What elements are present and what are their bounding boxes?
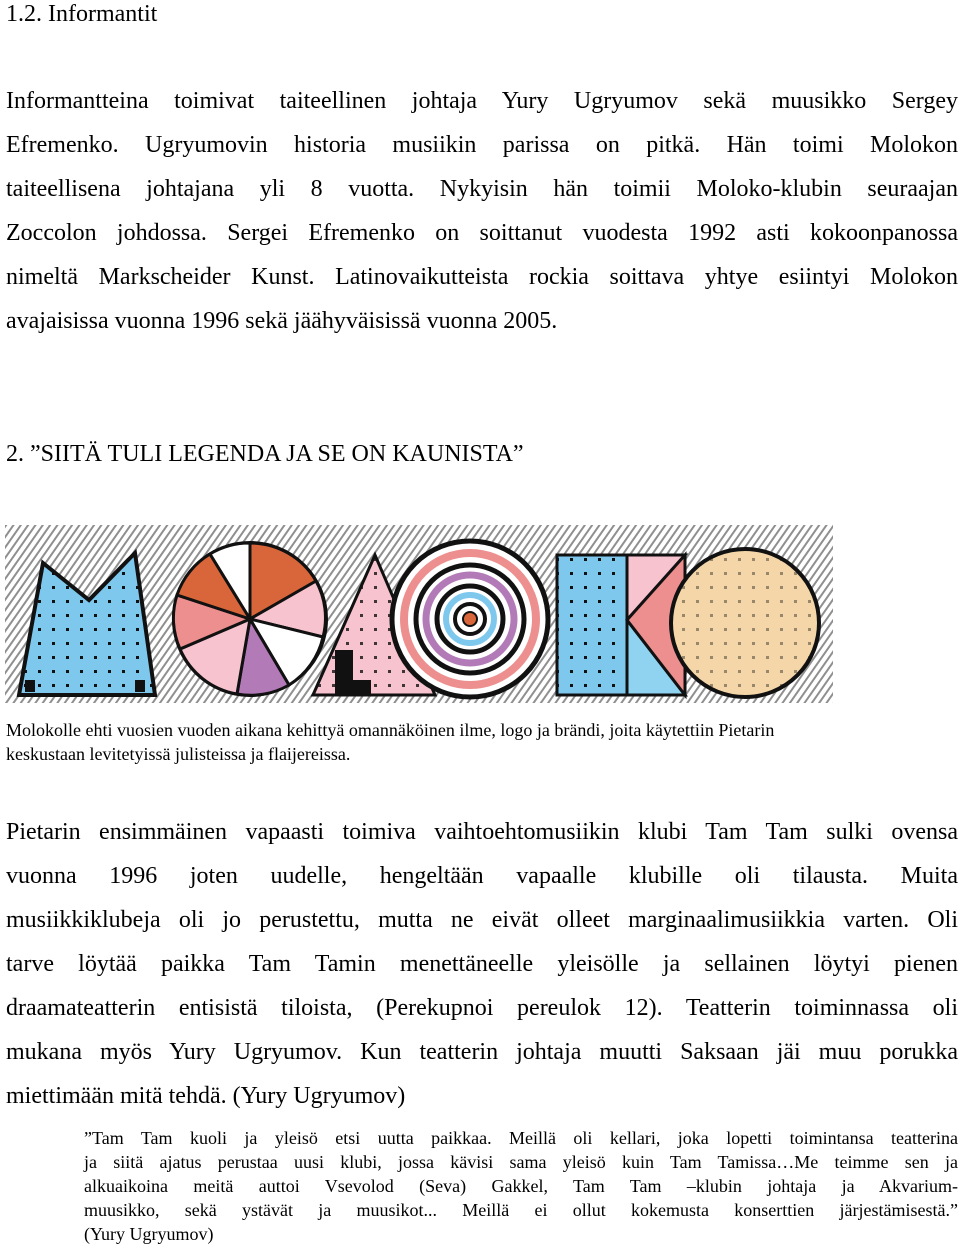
logo-letter-k <box>557 555 685 695</box>
paragraph-line: miettimään mitä tehdä. (Yury Ugryumov) <box>6 1083 406 1109</box>
paragraph-line: taiteellisena johtajana yli 8 vuotta. Nykyisin hän toimii Moloko-klubin seuraajan <box>6 176 958 202</box>
paragraph-line: avajaisissa vuonna 1996 sekä jäähyväisissä vuonna 2005. <box>6 308 558 334</box>
quote-line: ja siitä ajatus perustaa uusi klubi, jossa kävisi sama yleisö kuin Tam Tamissa…Me teimme sen ja <box>84 1152 958 1172</box>
paragraph-line: Informantteina toimivat taiteellinen johtaja Yury Ugryumov sekä muusikko Sergey <box>6 88 958 114</box>
section-heading-informantit: 1.2. Informantit <box>6 1 158 27</box>
paragraph-line: musiikkiklubeja oli jo perustettu, mutta ne eivät olleet marginaalimusiikkia varten. Oli <box>6 907 958 933</box>
quote-line: alkuaikoina meitä auttoi Vsevolod (Seva) Gakkel, Tam Tam –klubin johtaja ja Akvarium- <box>84 1176 958 1196</box>
paragraph-line: vuonna 1996 joten uudelle, hengeltään vapaalle klubille oli tilausta. Muita <box>6 863 958 889</box>
section-heading-legenda: 2. ”SIITÄ TULI LEGENDA JA SE ON KAUNISTA” <box>6 441 524 467</box>
quote-line: ”Tam Tam kuoli ja yleisö etsi uutta paikkaa. Meillä oli kellari, joka lopetti toimintansa teatterina <box>84 1128 958 1148</box>
paragraph-line: Efremenko. Ugryumovin historia musiikin parissa on pitkä. Hän toimi Molokon <box>6 132 958 158</box>
paragraph-line: draamateatterin entisistä tiloista, (Perekupnoi pereulok 12). Teatterin toiminnassa oli <box>6 995 958 1021</box>
logo-letter-o-plain <box>671 549 819 697</box>
informantit-paragraph <box>6 79 958 343</box>
quote-line: (Yury Ugryumov) <box>84 1224 214 1244</box>
body-paragraph <box>6 810 958 1118</box>
paragraph-line: tarve löytää paikka Tam Tamin menettäneelle yleisölle ja sellainen löytyi pienen <box>6 951 958 977</box>
paragraph-line: mukana myös Yury Ugryumov. Kun teatterin johtaja muutti Saksaan jäi muu porukka <box>6 1039 958 1065</box>
block-quote <box>84 1126 958 1246</box>
paragraph-line: nimeltä Markscheider Kunst. Latinovaikutteista rockia soittava yhtye esiintyi Molokon <box>6 264 958 290</box>
figure-caption <box>6 718 958 766</box>
logo-letter-o-target <box>392 541 548 697</box>
logo-letter-o-pie <box>173 543 326 695</box>
paragraph-line: Zoccolon johdossa. Sergei Efremenko on soittanut vuodesta 1992 asti kokoonpanossa <box>6 220 958 246</box>
caption-line: Molokolle ehti vuosien vuoden aikana kehittyä omannäköinen ilme, logo ja brändi, joita käytettiin Pietarin <box>6 720 775 740</box>
paragraph-line: Pietarin ensimmäinen vapaasti toimiva vaihtoehtomusiikin klubi Tam Tam sulki ovensa <box>6 819 958 845</box>
moloko-logo <box>5 525 833 703</box>
caption-line: keskustaan levitetyissä julisteissa ja flaijereissa. <box>6 744 351 764</box>
quote-line: muusikko, sekä ystävät ja muusikot... Meillä ei ollut kokemusta konserttien järjestämisestä.” <box>84 1200 958 1220</box>
